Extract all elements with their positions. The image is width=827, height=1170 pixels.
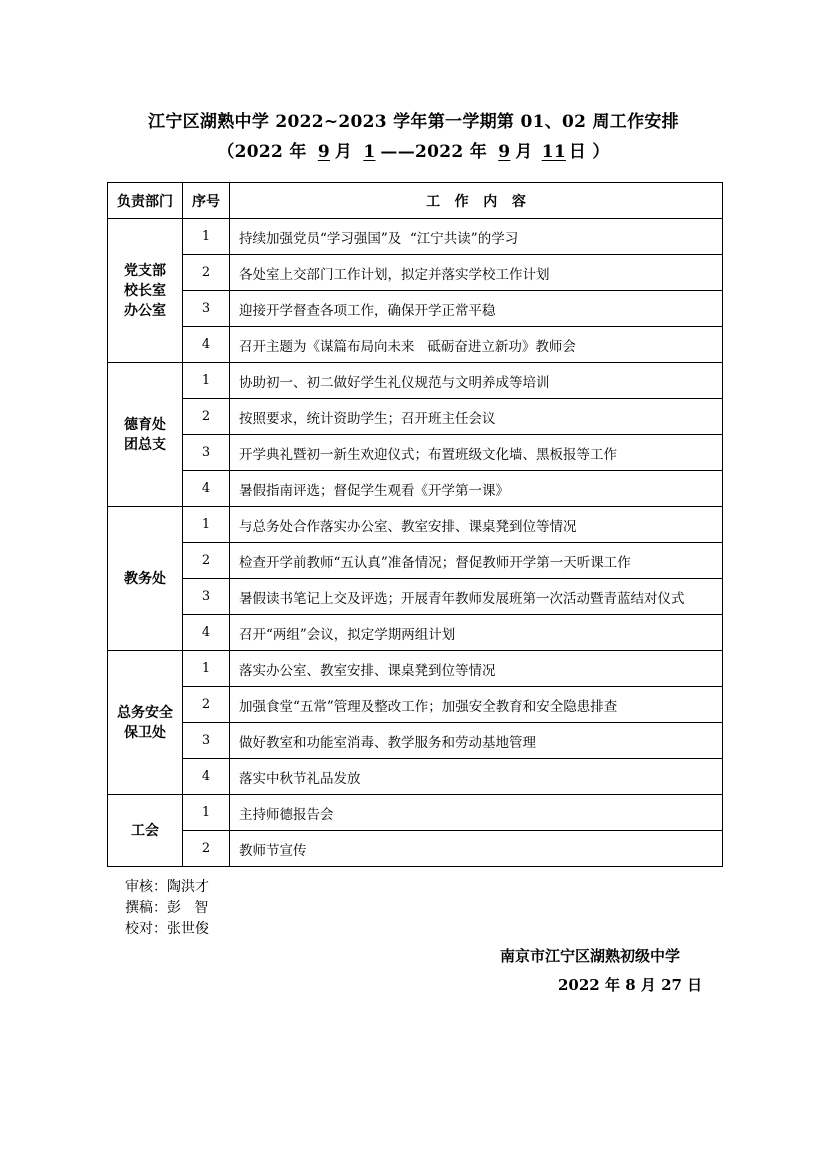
table-row xyxy=(108,399,723,435)
dept-line: 教务处 xyxy=(124,570,166,587)
end-month-char: 月 xyxy=(515,142,533,162)
table-header-row xyxy=(108,183,723,219)
content-cell: 落实办公室、教室安排、课桌凳到位等情况 xyxy=(230,651,723,687)
content-cell: 暑假读书笔记上交及评选；开展青年教师发展班第一次活动暨青蓝结对仪式 xyxy=(230,579,723,615)
content-cell: 迎接开学督查各项工作，确保开学正常平稳 xyxy=(230,291,723,327)
dept-line: 办公室 xyxy=(124,302,166,319)
table-row xyxy=(108,687,723,723)
range-separator: —— xyxy=(380,142,416,162)
seq-cell: 1 xyxy=(183,363,230,399)
dept-cell xyxy=(108,651,183,795)
header-content: 工 作 内 容 xyxy=(230,183,723,219)
header-seq: 序号 xyxy=(183,183,230,219)
seq-cell: 2 xyxy=(183,543,230,579)
seq-cell: 4 xyxy=(183,327,230,363)
organization-name: 南京市江宁区湖熟初级中学 xyxy=(500,947,681,965)
dept-line: 德育处 xyxy=(124,416,166,433)
reviewer: 审核：陶洪才 xyxy=(125,879,209,895)
content-cell: 落实中秋节礼品发放 xyxy=(230,759,723,795)
date-open-paren: （ xyxy=(217,142,235,162)
dept-line: 总务安全 xyxy=(117,704,173,721)
dept-cell xyxy=(108,363,183,507)
content-cell: 召开“两组”会议，拟定学期两组计划 xyxy=(230,615,723,651)
dept-cell xyxy=(108,795,183,867)
table-row xyxy=(108,543,723,579)
table-row xyxy=(108,795,723,831)
dept-line: 党支部 xyxy=(124,262,166,279)
content-cell: 按照要求，统计资助学生；召开班主任会议 xyxy=(230,399,723,435)
seq-cell: 4 xyxy=(183,615,230,651)
table-row xyxy=(108,615,723,651)
writer: 撰稿：彭 智 xyxy=(125,900,209,916)
header-dept: 负责部门 xyxy=(108,183,183,219)
seq-cell: 3 xyxy=(183,579,230,615)
table-row xyxy=(108,291,723,327)
seq-cell: 2 xyxy=(183,399,230,435)
seq-cell: 2 xyxy=(183,831,230,867)
seq-cell: 4 xyxy=(183,759,230,795)
content-cell: 暑假指南评选；督促学生观看《开学第一课》 xyxy=(230,471,723,507)
content-cell: 召开主题为《谋篇布局向未来 砥砺奋进立新功》教师会 xyxy=(230,327,723,363)
date-close-paren: ） xyxy=(586,142,610,162)
content-cell: 做好教室和功能室消毒、教学服务和劳动基地管理 xyxy=(230,723,723,759)
content-cell: 检查开学前教师“五认真”准备情况；督促教师开学第一天听课工作 xyxy=(230,543,723,579)
table-row xyxy=(108,723,723,759)
schedule-body xyxy=(108,219,723,867)
table-row xyxy=(108,507,723,543)
seq-cell: 2 xyxy=(183,687,230,723)
table-row xyxy=(108,831,723,867)
schedule-table xyxy=(107,182,723,867)
start-year: 2022 年 xyxy=(234,142,307,162)
seq-cell: 3 xyxy=(183,435,230,471)
end-day: 11 xyxy=(541,142,566,162)
seq-cell: 1 xyxy=(183,795,230,831)
dept-line: 团总支 xyxy=(124,436,166,453)
dept-line: 保卫处 xyxy=(124,724,166,741)
table-row xyxy=(108,327,723,363)
content-cell: 开学典礼暨初一新生欢迎仪式；布置班级文化墙、黑板报等工作 xyxy=(230,435,723,471)
start-month: 9 xyxy=(317,142,330,162)
table-row xyxy=(108,255,723,291)
date-range xyxy=(0,137,827,162)
seq-cell: 4 xyxy=(183,471,230,507)
content-cell: 教师节宣传 xyxy=(230,831,723,867)
seq-cell: 1 xyxy=(183,651,230,687)
document-title: 江宁区湖熟中学 2022~2023 学年第一学期第 01、02 周工作安排 xyxy=(148,112,679,132)
content-cell: 各处室上交部门工作计划，拟定并落实学校工作计划 xyxy=(230,255,723,291)
seq-cell: 3 xyxy=(183,291,230,327)
proofreader: 校对：张世俊 xyxy=(125,921,209,937)
dept-line: 校长室 xyxy=(124,282,166,299)
end-month: 9 xyxy=(498,142,511,162)
content-cell: 主持师德报告会 xyxy=(230,795,723,831)
content-cell: 加强食堂“五常”管理及整改工作；加强安全教育和安全隐患排查 xyxy=(230,687,723,723)
table-row xyxy=(108,219,723,255)
issue-date: 2022 年 8 月 27 日 xyxy=(558,976,703,994)
seq-cell: 2 xyxy=(183,255,230,291)
table-row xyxy=(108,579,723,615)
start-day: 1 xyxy=(363,142,376,162)
table-row xyxy=(108,471,723,507)
end-day-char: 日 xyxy=(568,142,587,162)
dept-cell xyxy=(108,507,183,651)
seq-cell: 1 xyxy=(183,507,230,543)
table-row xyxy=(108,759,723,795)
content-cell: 与总务处合作落实办公室、教室安排、课桌凳到位等情况 xyxy=(230,507,723,543)
end-year: 2022 年 xyxy=(415,142,488,162)
content-cell: 协助初一、初二做好学生礼仪规范与文明养成等培训 xyxy=(230,363,723,399)
seq-cell: 3 xyxy=(183,723,230,759)
table-row xyxy=(108,651,723,687)
dept-line: 工会 xyxy=(131,822,159,839)
dept-cell xyxy=(108,219,183,363)
seq-cell: 1 xyxy=(183,219,230,255)
table-row xyxy=(108,435,723,471)
table-row xyxy=(108,363,723,399)
start-month-char: 月 xyxy=(334,142,353,162)
content-cell: 持续加强党员“学习强国”及 “江宁共读”的学习 xyxy=(230,219,723,255)
